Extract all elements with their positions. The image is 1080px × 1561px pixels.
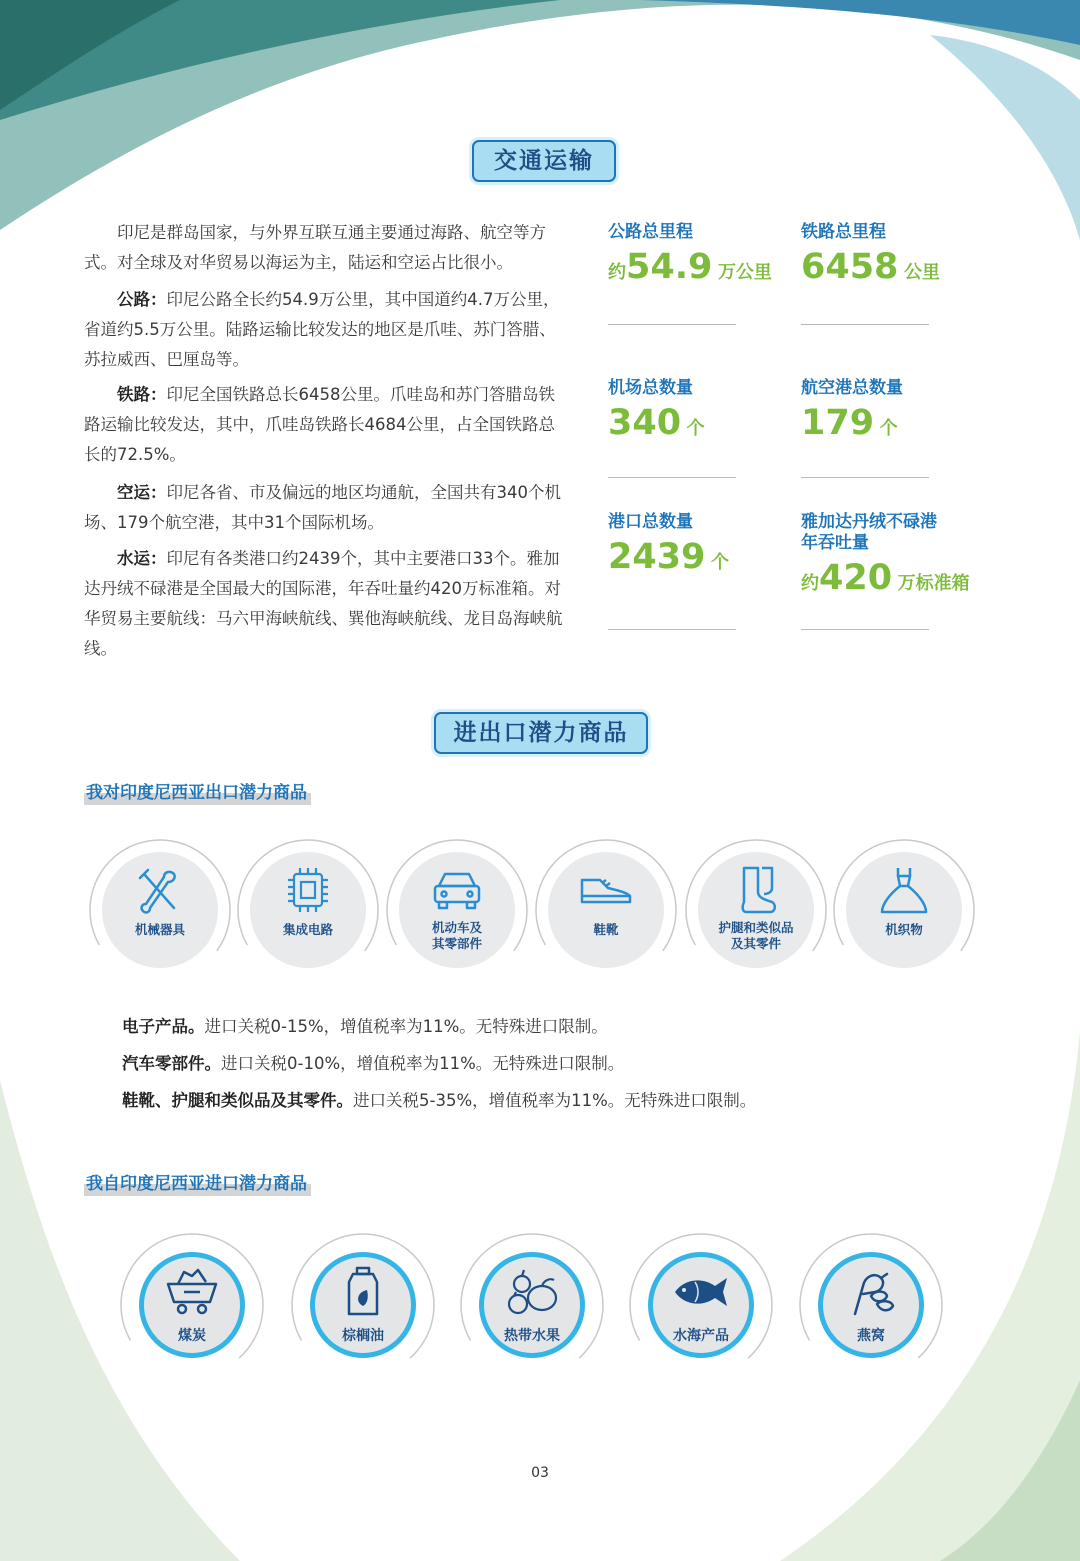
rail-label: 铁路： <box>117 385 167 404</box>
divider <box>801 629 929 630</box>
fruit-icon <box>502 1266 562 1318</box>
transport-intro: 印尼是群岛国家，与外界互联互通主要通过海路、航空等方式。对全球及对华贸易以海运为主，陆运和空运占比很小。 <box>84 223 546 272</box>
stat-ports: 港口总数量 2439 个 <box>608 512 729 577</box>
trade-section-title: 进出口潜力商品 <box>434 712 648 754</box>
stat-airports-aviation: 航空港总数量 179 个 <box>801 378 903 443</box>
divider <box>608 477 736 478</box>
stat-rail-length: 铁路总里程 6458 公里 <box>801 222 940 287</box>
divider <box>608 629 736 630</box>
divider <box>801 324 929 325</box>
export-item-machinery: 机械器具 <box>86 836 234 984</box>
tools-icon <box>130 866 190 916</box>
water-paragraph: 水运：印尼有各类港口约2439个，其中主要港口33个。雅加达丹绒不碌港是全国最大的国际港，年吞吐量约420万标准箱。对华贸易主要航线：马六甲海峡航线、巽他海峡航线、龙目岛海峡航线。 <box>84 549 563 658</box>
rail-paragraph: 铁路：印尼全国铁路总长6458公里。爪哇岛和苏门答腊岛铁路运输比较发达，其中，爪哇岛铁路长4684公里，占全国铁路总长的72.5%。 <box>84 385 555 464</box>
road-label: 公路： <box>117 290 167 309</box>
bird-icon <box>841 1266 901 1318</box>
dress-icon <box>874 866 934 916</box>
export-heading: 我对印度尼西亚出口潜力商品 <box>84 778 311 805</box>
export-item-shoes: 鞋靴 <box>532 836 680 984</box>
divider <box>801 477 929 478</box>
import-item-birds-nest: 燕窝 <box>796 1230 946 1380</box>
oil-bottle-icon <box>333 1266 393 1318</box>
tariff-auto-parts: 汽车零部件。进口关税0-10%，增值税率为11%。无特殊进口限制。 <box>122 1054 625 1073</box>
export-item-leggings: 护腿和类似品 及其零件 <box>682 836 830 984</box>
chip-icon <box>278 866 338 916</box>
import-item-tropical-fruit: 热带水果 <box>457 1230 607 1380</box>
stat-port-throughput: 雅加达丹绒不碌港 年吞吐量 约420 万标准箱 <box>801 512 970 598</box>
export-item-vehicles: 机动车及 其零部件 <box>383 836 531 984</box>
road-paragraph: 公路：印尼公路全长约54.9万公里，其中国道约4.7万公里，省道约5.5万公里。陆路运输比较发达的地区是爪哇、苏门答腊、苏拉威西、巴厘岛等。 <box>84 290 560 369</box>
export-item-woven: 机织物 <box>830 836 978 984</box>
shoe-icon <box>576 866 636 916</box>
page-number: 03 <box>531 1465 549 1481</box>
air-label: 空运： <box>117 483 167 502</box>
coal-cart-icon <box>162 1266 222 1318</box>
transport-section-title: 交通运输 <box>472 140 616 182</box>
water-label: 水运： <box>117 549 167 568</box>
tariff-footwear: 鞋靴、护腿和类似品及其零件。进口关税5-35%，增值税率为11%。无特殊进口限制。 <box>122 1091 757 1110</box>
air-paragraph: 空运：印尼各省、市及偏远的地区均通航，全国共有340个机场、179个航空港，其中31个国际机场。 <box>84 483 561 532</box>
import-item-coal: 煤炭 <box>117 1230 267 1380</box>
export-item-ic: 集成电路 <box>234 836 382 984</box>
stat-airports: 机场总数量 340 个 <box>608 378 705 443</box>
car-icon <box>427 866 487 916</box>
stat-road-length: 公路总里程 约54.9 万公里 <box>608 222 772 287</box>
legging-icon <box>726 866 786 916</box>
import-item-palm-oil: 棕榈油 <box>288 1230 438 1380</box>
tariff-electronics: 电子产品。进口关税0-15%，增值税率为11%。无特殊进口限制。 <box>122 1017 608 1036</box>
import-heading: 我自印度尼西亚进口潜力商品 <box>84 1169 311 1196</box>
fish-icon <box>671 1266 731 1318</box>
divider <box>608 324 736 325</box>
import-item-seafood: 水海产品 <box>626 1230 776 1380</box>
